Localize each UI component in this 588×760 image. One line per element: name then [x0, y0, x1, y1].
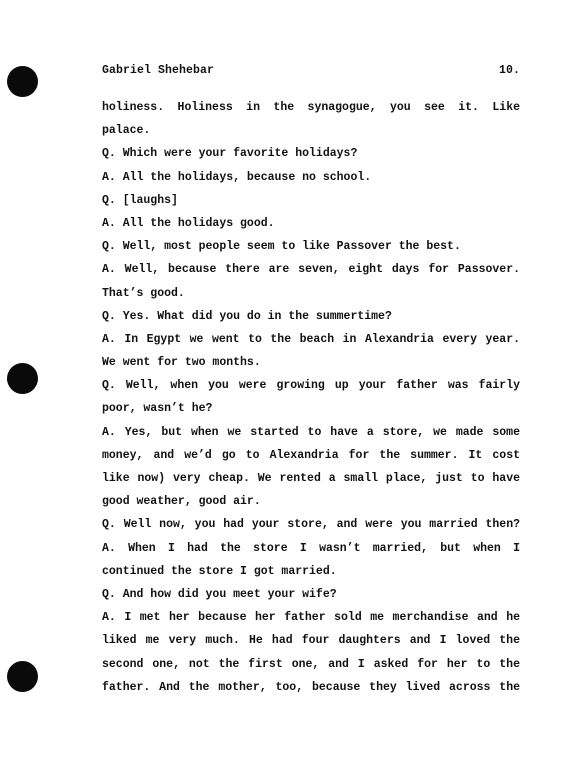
transcript-line: good weather, good air. — [102, 495, 261, 509]
transcript-line: Q. And how did you meet your wife? — [102, 587, 337, 601]
transcript-line: A. All the holidays good. — [102, 216, 275, 230]
transcript-line: poor, wasn’t he? — [102, 402, 213, 416]
punch-hole-middle — [7, 363, 38, 394]
punch-hole-top — [7, 66, 38, 97]
transcript-line: palace. — [102, 124, 151, 138]
transcript-line: A. Yes, but when we started to have a store, we made some — [102, 425, 520, 439]
transcript-line: like now) very cheap. We rented a small place, just to have — [102, 472, 520, 485]
transcript-line: Q. Well now, you had your store, and were you married then? — [102, 518, 520, 532]
transcript-line: A. In Egypt we went to the beach in Alexandria every year. — [102, 332, 520, 346]
transcript-line: second one, not the first one, and I asked for her to the — [102, 657, 520, 671]
transcript-line: A. Well, because there are seven, eight days for Passover. — [102, 263, 520, 277]
transcript-line: Q. [laughs] — [102, 193, 178, 207]
transcript-line: That’s good. — [102, 286, 185, 300]
transcript-line: Q. Which were your favorite holidays? — [102, 147, 358, 161]
punch-hole-bottom — [7, 661, 38, 692]
transcript-line: A. All the holidays, because no school. — [102, 170, 372, 184]
transcript-body — [102, 96, 520, 699]
transcript-line: Q. Yes. What did you do in the summertime? — [102, 309, 392, 323]
transcript-line: father. And the mother, too, because they lived across the — [102, 680, 520, 694]
interviewee-name: Gabriel Shehebar — [102, 64, 215, 77]
transcript-line: continued the store I got married. — [102, 564, 337, 578]
transcript-line: Q. Well, most people seem to like Passover the best. — [102, 240, 461, 254]
transcript-line: A. When I had the store I wasn’t married, but when I — [102, 541, 520, 555]
page-header — [102, 64, 520, 77]
transcript-line: liked me very much. He had four daughters and I loved the — [102, 634, 520, 648]
transcript-line: holiness. Holiness in the synagogue, you see it. Like — [102, 101, 520, 114]
transcript-line: We went for two months. — [102, 356, 261, 370]
transcript-line: money, and we’d go to Alexandria for the summer. It cost — [102, 448, 520, 462]
transcript-line: Q. Well, when you were growing up your father was fairly — [102, 379, 520, 393]
transcript-line: A. I met her because her father sold me merchandise and he — [102, 611, 520, 625]
page-number: 10. — [498, 64, 520, 77]
